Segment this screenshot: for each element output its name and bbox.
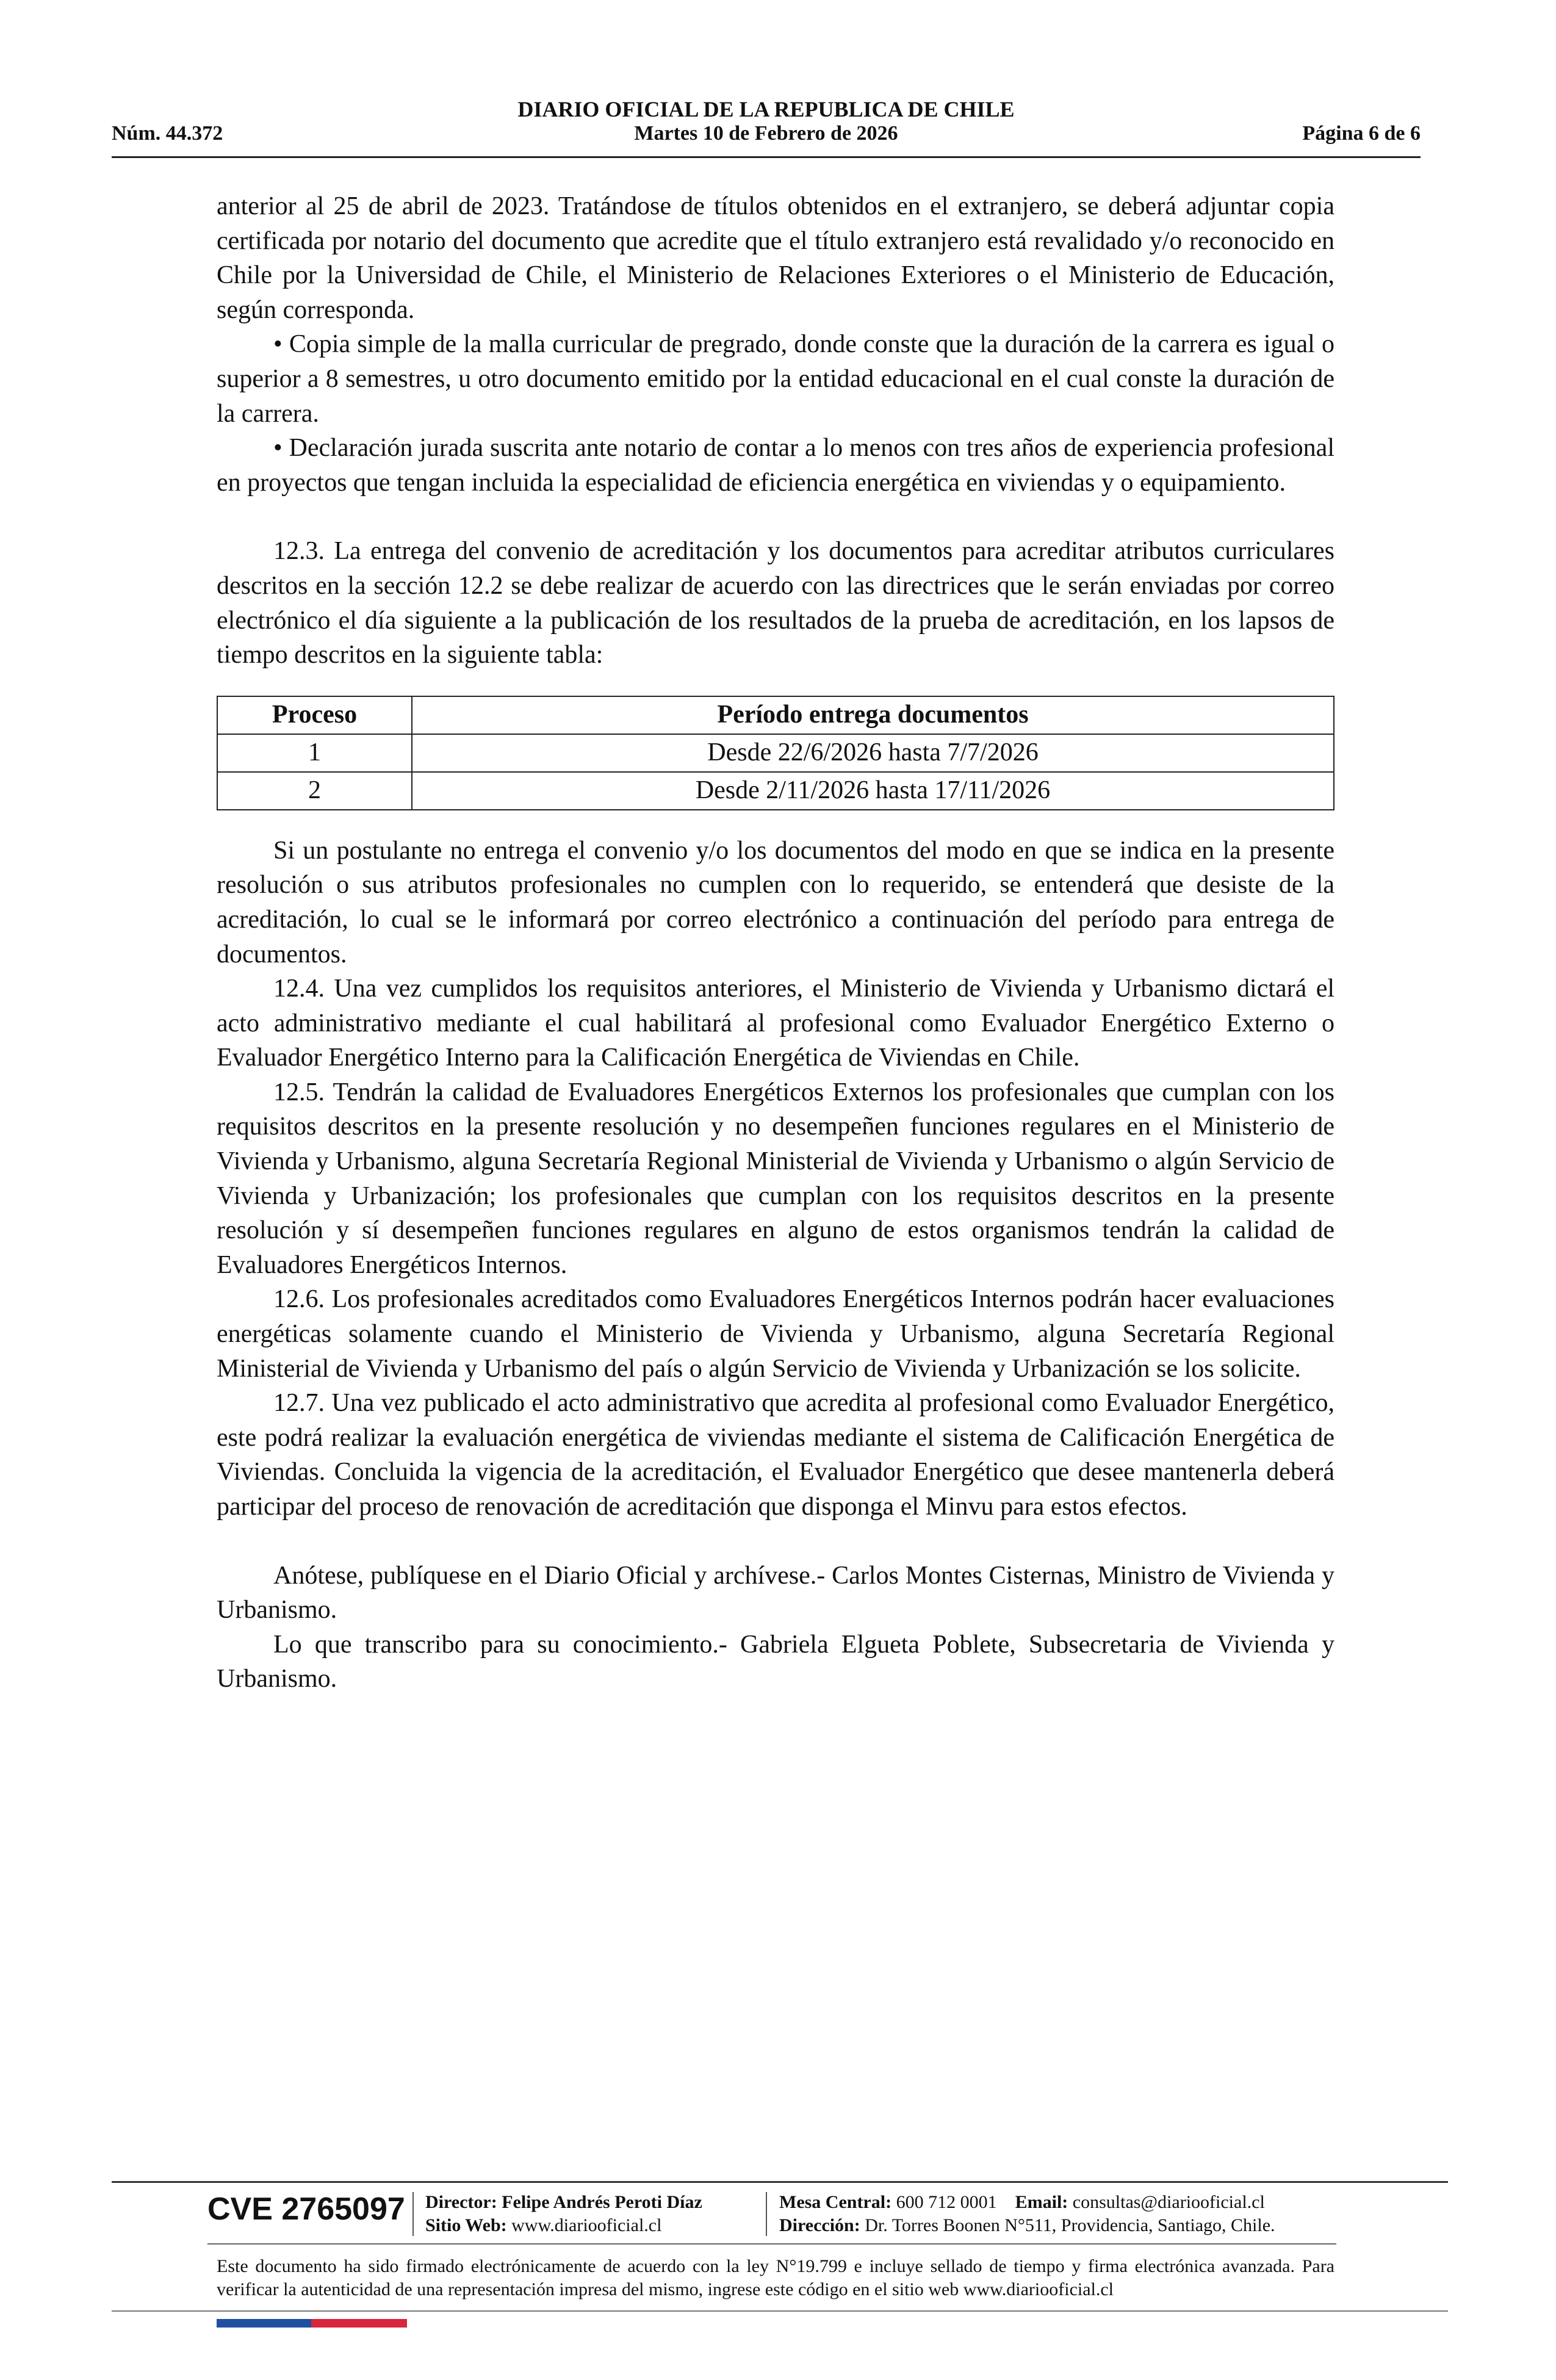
table-cell: 1	[217, 734, 412, 772]
page-number: Página 6 de 6	[1302, 122, 1421, 145]
table-row	[217, 772, 1334, 810]
transcription-statement: Lo que transcribo para su conocimiento.- Gabriela Elgueta Poblete, Subsecretaria de Vivienda y Urbanismo.	[217, 1630, 1334, 1693]
column-header-periodo: Período entrega documentos	[412, 696, 1334, 734]
cve-code: CVE 2765097	[207, 2191, 405, 2227]
section-12-7: 12.7. Una vez publicado el acto administrativo que acredita al profesional como Evaluador Energético, este podrá realizar la evaluación energética de viviendas mediante el sistema de Calificación Energética de Viviendas. Concluida la vigencia de la acreditación, el Evaluador Energético que desee mantenerla deberá participar del proceso de renovación de acreditación que disponga el Minvu para estos efectos.	[217, 1389, 1334, 1521]
mesa-phone: 600 712 0001	[896, 2192, 997, 2212]
issue-date: Martes 10 de Febrero de 2026	[634, 122, 898, 145]
email-label: Email:	[1015, 2192, 1068, 2212]
email-link[interactable]: consultas@diariooficial.cl	[1072, 2192, 1265, 2212]
table-cell: 2	[217, 772, 412, 810]
column-header-proceso: Proceso	[217, 696, 412, 734]
paragraph: anterior al 25 de abril de 2023. Tratándose de títulos obtenidos en el extranjero, se deberá adjuntar copia certificada por notario del documento que acredite que el título extranjero está revalidado y/o reconocido en Chile por la Universidad de Chile, el Ministerio de Relaciones Exteriores o el Ministerio de Educación, según corresponda.	[217, 192, 1334, 324]
stripe-blue	[217, 2319, 311, 2328]
closing-statement: Anótese, publíquese en el Diario Oficial y archívese.- Carlos Montes Cisternas, Ministro de Vivienda y Urbanismo.	[217, 1561, 1334, 1625]
table-row	[217, 734, 1334, 772]
section-12-5: 12.5. Tendrán la calidad de Evaluadores Energéticos Externos los profesionales que cumplan con los requisitos descritos en la presente resolución y no desempeñen funciones regulares en el Ministerio de Vivienda y Urbanismo, alguna Secretaría Regional Ministerial de Vivienda y Urbanismo o algún Servicio de Vivienda y Urbanización; los profesionales que cumplan con los requisitos descritos en la presente resolución y sí desempeñen funciones regulares en alguno de estos organismos tendrán la calidad de Evaluadores Energéticos Internos.	[217, 1078, 1334, 1279]
section-12-3: 12.3. La entrega del convenio de acreditación y los documentos para acreditar atributos curriculares descritos en la sección 12.2 se debe realizar de acuerdo con las directrices que le serán enviadas por correo electrónico el día siguiente a la publicación de los resultados de la prueba de acreditación, en los lapsos de tiempo descritos en la siguiente tabla:	[217, 537, 1334, 669]
delivery-periods-table	[217, 696, 1334, 810]
bullet-paragraph: • Declaración jurada suscrita ante notario de contar a lo menos con tres años de experiencia profesional en proyectos que tengan incluida la especialidad de eficiencia energética en viviendas y o equipamiento.	[217, 434, 1334, 497]
issue-number: Núm. 44.372	[112, 122, 223, 145]
header-divider	[112, 156, 1421, 158]
footer-director-block	[425, 2191, 702, 2237]
stripe-red	[311, 2319, 407, 2328]
table-header-row	[217, 696, 1334, 734]
paragraph: Si un postulante no entrega el convenio y/o los documentos del modo en que se indica en la presente resolución o sus atributos profesionales no cumplen con lo requerido, se entenderá que desiste de la acreditación, lo cual se le informará por correo electrónico a continuación del período para entrega de documentos.	[217, 836, 1334, 968]
bullet-paragraph: • Copia simple de la malla curricular de pregrado, donde conste que la duración de la carrera es igual o superior a 8 semestres, u otro documento emitido por la entidad educacional en el cual conste la duración de la carrera.	[217, 330, 1334, 428]
address-label: Dirección:	[779, 2215, 860, 2235]
mesa-label: Mesa Central:	[779, 2192, 892, 2212]
address: Dr. Torres Boonen N°511, Providencia, Santiago, Chile.	[865, 2215, 1275, 2235]
footer-contact-block	[779, 2191, 1275, 2237]
section-12-4: 12.4. Una vez cumplidos los requisitos anteriores, el Ministerio de Vivienda y Urbanismo dictará el acto administrativo mediante el cual habilitará al profesional como Evaluador Energético Externo o Evaluador Energético Interno para la Calificación Energética de Viviendas en Chile.	[217, 975, 1334, 1072]
site-label: Sitio Web:	[425, 2215, 507, 2235]
director-name: Felipe Andrés Peroti Díaz	[502, 2192, 702, 2212]
document-body	[217, 189, 1334, 1697]
footer-separator	[412, 2192, 414, 2236]
footer-bottom-divider	[112, 2310, 1448, 2312]
site-link[interactable]: www.diariooficial.cl	[511, 2215, 662, 2235]
table-cell: Desde 22/6/2026 hasta 7/7/2026	[412, 734, 1334, 772]
authenticity-notice: Este documento ha sido firmado electrónicamente de acuerdo con la ley N°19.799 e incluye sellado de tiempo y firma electrónica avanzada. Para verificar la autenticidad de una representación impresa del mismo, ingrese este código en el sitio web www.diariooficial.cl	[217, 2256, 1334, 2299]
table-cell: Desde 2/11/2026 hasta 17/11/2026	[412, 772, 1334, 810]
publication-title: DIARIO OFICIAL DE LA REPUBLICA DE CHILE	[517, 97, 1015, 121]
footer-separator	[766, 2192, 767, 2236]
footer-inner-divider	[207, 2243, 1336, 2245]
page-header	[112, 92, 1421, 159]
footer-divider	[112, 2181, 1448, 2183]
section-12-6: 12.6. Los profesionales acreditados como Evaluadores Energéticos Internos podrán hacer evaluaciones energéticas solamente cuando el Ministerio de Vivienda y Urbanismo, alguna Secretaría Regional Ministerial de Vivienda y Urbanismo del país o algún Servicio de Vivienda y Urbanización se los solicite.	[217, 1285, 1334, 1383]
director-label: Director:	[425, 2192, 497, 2212]
